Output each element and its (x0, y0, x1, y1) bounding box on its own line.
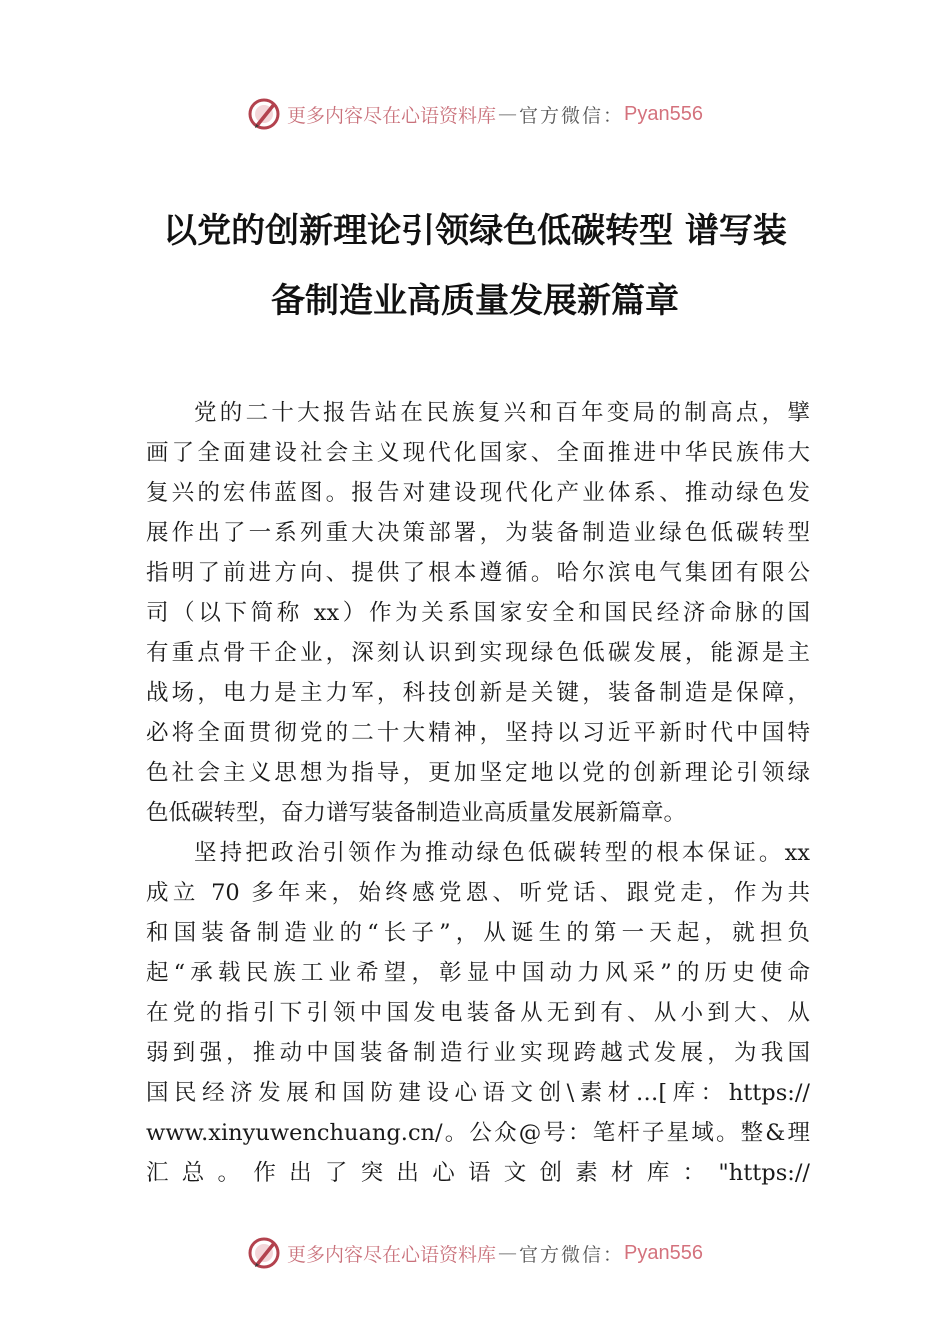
document-body (146, 393, 810, 1193)
body-line: 弱到强，推动中国装备制造行业实现跨越式发展，为我国 (146, 1040, 810, 1066)
footer-official-label: 官方微信： (519, 1243, 625, 1266)
body-line: 色社会主义思想为指导，更加坚定地以党的创新理论引领绿 (146, 760, 810, 786)
body-line: 指明了前进方向、提供了根本遵循。哈尔滨电气集团有限公 (146, 560, 810, 586)
header-banner (0, 94, 950, 134)
title-line: 以党的创新理论引领绿色低碳转型 谱写装 (163, 211, 787, 251)
body-line: 国民经济发展和国防建设心语文创\素材…[库：https:// (146, 1080, 810, 1106)
header-separator: — (498, 103, 518, 125)
pen-logo-icon (247, 1236, 281, 1270)
body-line: 画了全面建设社会主义现代化国家、全面推进中华民族伟大 (146, 440, 810, 466)
title-line: 备制造业高质量发展新篇章 (271, 281, 679, 321)
body-line: www.xinyuwenchuang.cn/。公众@号：笔杆子星域。整&理 (146, 1120, 810, 1146)
body-line: 起“承载民族工业希望，彰显中国动力风采”的历史使命 (146, 960, 810, 986)
body-line: 复兴的宏伟蓝图。报告对建设现代化产业体系、推动绿色发 (146, 480, 810, 506)
body-line: 在党的指引下引领中国发电装备从无到有、从小到大、从 (146, 1000, 810, 1026)
body-line: 党的二十大报告站在民族复兴和百年变局的制高点，擘 (194, 400, 810, 426)
body-line: 战场，电力是主力军，科技创新是关键，装备制造是保障， (146, 680, 810, 706)
footer-brand-text: 更多内容尽在心语资料库 (287, 1243, 497, 1266)
body-line: 坚持把政治引领作为推动绿色低碳转型的根本保证。xx (194, 840, 810, 866)
header-brand-text: 更多内容尽在心语资料库 (287, 104, 497, 127)
header-official-label: 官方微信： (519, 104, 625, 127)
body-line: 汇总。作出了突出心语文创素材库："https:// (146, 1160, 810, 1186)
footer-banner (0, 1233, 950, 1273)
document-title (120, 196, 830, 336)
body-line: 必将全面贯彻党的二十大精神，坚持以习近平新时代中国特 (146, 720, 810, 746)
body-line: 和国装备制造业的“长子”，从诞生的第一天起，就担负 (146, 920, 810, 946)
body-line: 司（以下简称 xx）作为关系国家安全和国民经济命脉的国 (146, 600, 810, 626)
body-line: 展作出了一系列重大决策部署，为装备制造业绿色低碳转型 (146, 520, 810, 546)
body-line: 色低碳转型，奋力谱写装备制造业高质量发展新篇章。 (146, 800, 687, 826)
footer-separator: — (498, 1242, 518, 1264)
body-line: 有重点骨干企业，深刻认识到实现绿色低碳发展，能源是主 (146, 640, 810, 666)
body-line: 成立 70 多年来，始终感党恩、听党话、跟党走，作为共 (146, 880, 810, 906)
header-wechat-id: Pyan556 (624, 102, 703, 125)
footer-wechat-id: Pyan556 (624, 1241, 703, 1264)
pen-logo-icon (247, 97, 281, 131)
